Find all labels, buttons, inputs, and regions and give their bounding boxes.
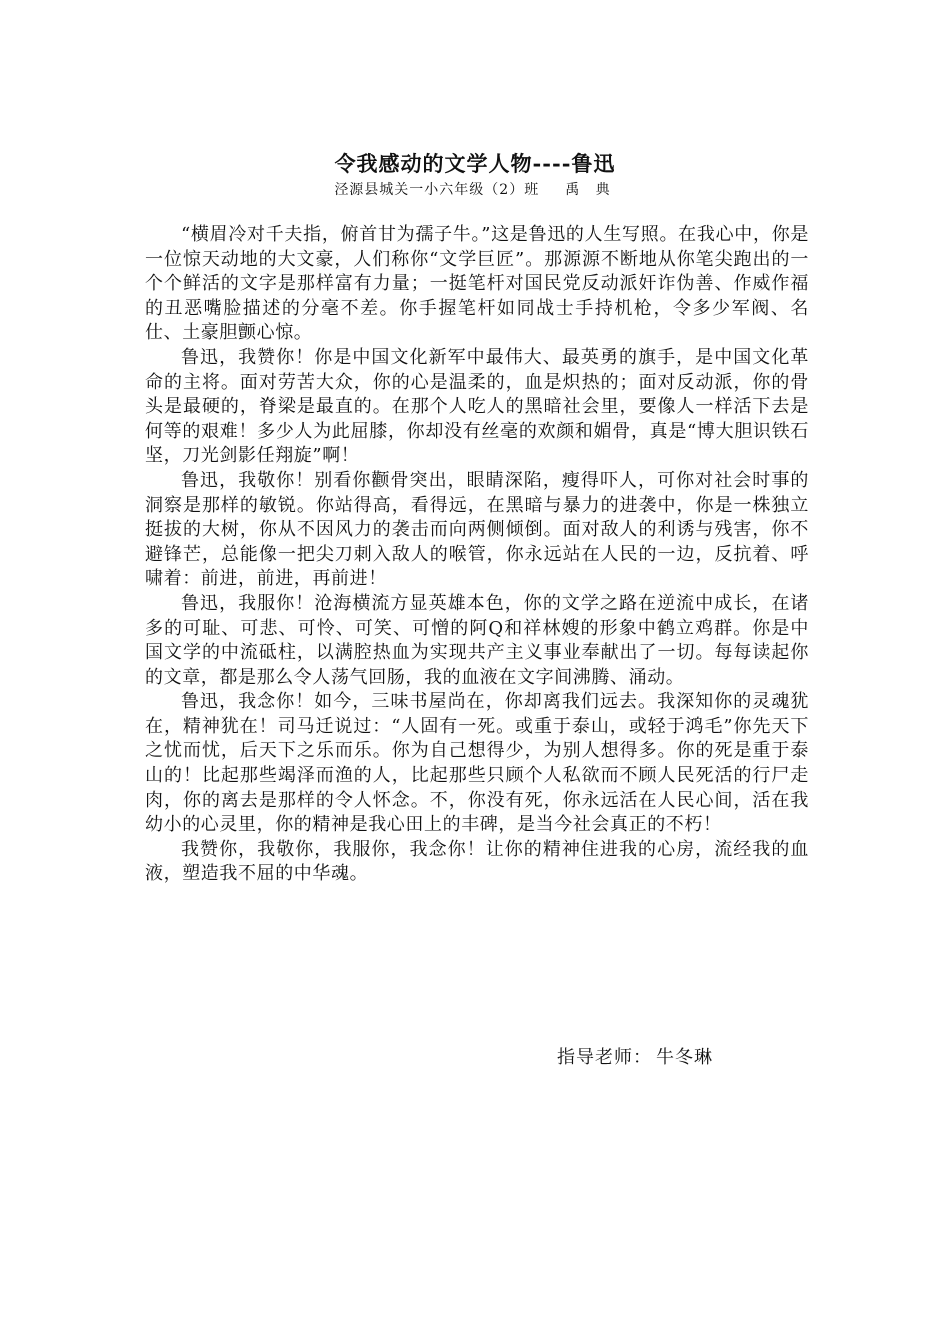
byline-author: 禹 典 <box>565 182 616 198</box>
advisor-signature <box>557 1043 713 1069</box>
paragraph: 鲁迅，我服你！沧海横流方显英雄本色，你的文学之路在逆流中成长，在诸多的可耻、可悲、可怜、可笑、可憎的阿Q和祥林嫂的形象中鹤立鸡群。你是中国文学的中流砥柱，以满腔热血为实现共产主义事业奉献出了一切。每每读起你的文章，都是那么令人荡气回肠，我的血液在文字间沸腾、涌动。 <box>145 592 809 688</box>
essay-body <box>145 223 809 887</box>
byline-school-class: 泾源县城关一小六年级（2）班 <box>334 182 540 198</box>
paragraph: “横眉冷对千夫指，俯首甘为孺子牛。”这是鲁迅的人生写照。在我心中，你是一位惊天动地的大文豪，人们称你“文学巨匠”。那源源不断地从你笔尖跑出的一个个鲜活的文字是那样富有力量；一挺笔杆对国民党反动派奸诈伪善、作威作福的丑恶嘴脸描述的分毫不差。你手握笔杆如同战士手持机枪，令多少军阀、名仕、土豪胆颤心惊。 <box>145 224 809 344</box>
byline <box>0 179 950 199</box>
document-title: 令我感动的文学人物----鲁迅 <box>334 151 616 176</box>
paragraph: 鲁迅，我赞你！你是中国文化新军中最伟大、最英勇的旗手，是中国文化革命的主将。面对劳苦大众，你的心是温柔的，血是炽热的；面对反动派，你的骨头是最硬的，脊梁是最直的。在那个人吃人的黑暗社会里，要像人一样活下去是何等的艰难！多少人为此屈膝，你却没有丝毫的欢颜和媚骨，真是“博大胆识铁石坚，刀光剑影任翔旋”啊！ <box>145 346 809 467</box>
paragraph: 我赞你，我敬你，我服你，我念你！让你的精神住进我的心房，流经我的血液，塑造我不屈的中华魂。 <box>145 838 809 885</box>
paragraph: 鲁迅，我念你！如今，三味书屋尚在，你却离我们远去。我深知你的灵魂犹在，精神犹在！司马迁说过：“人固有一死。或重于泰山，或轻于鸿毛”你先天下之忧而忧，后天下之乐而乐。你为自己想得少，为别人想得多。你的死是重于泰山的！比起那些竭泽而渔的人，比起那些只顾个人私欲而不顾人民死活的行尸走肉，你的离去是那样的令人怀念。不，你没有死，你永远活在人民心间，活在我幼小的心灵里，你的精神是我心田上的丰碑，是当今社会真正的不朽！ <box>145 691 809 836</box>
advisor-name: 牛冬琳 <box>656 1047 713 1068</box>
paragraph: 鲁迅，我敬你！别看你颧骨突出，眼睛深陷，瘦得吓人，可你对社会时事的洞察是那样的敏锐。你站得高，看得远，在黑暗与暴力的进袭中，你是一株独立挺拔的大树，你从不因风力的袭击而向两侧倾倒。面对敌人的利诱与残害，你不避锋芒，总能像一把尖刀刺入敌人的喉管，你永远站在人民的一边，反抗着、呼啸着：前进，前进，再前进！ <box>145 469 809 590</box>
advisor-label: 指导老师： <box>557 1047 652 1068</box>
